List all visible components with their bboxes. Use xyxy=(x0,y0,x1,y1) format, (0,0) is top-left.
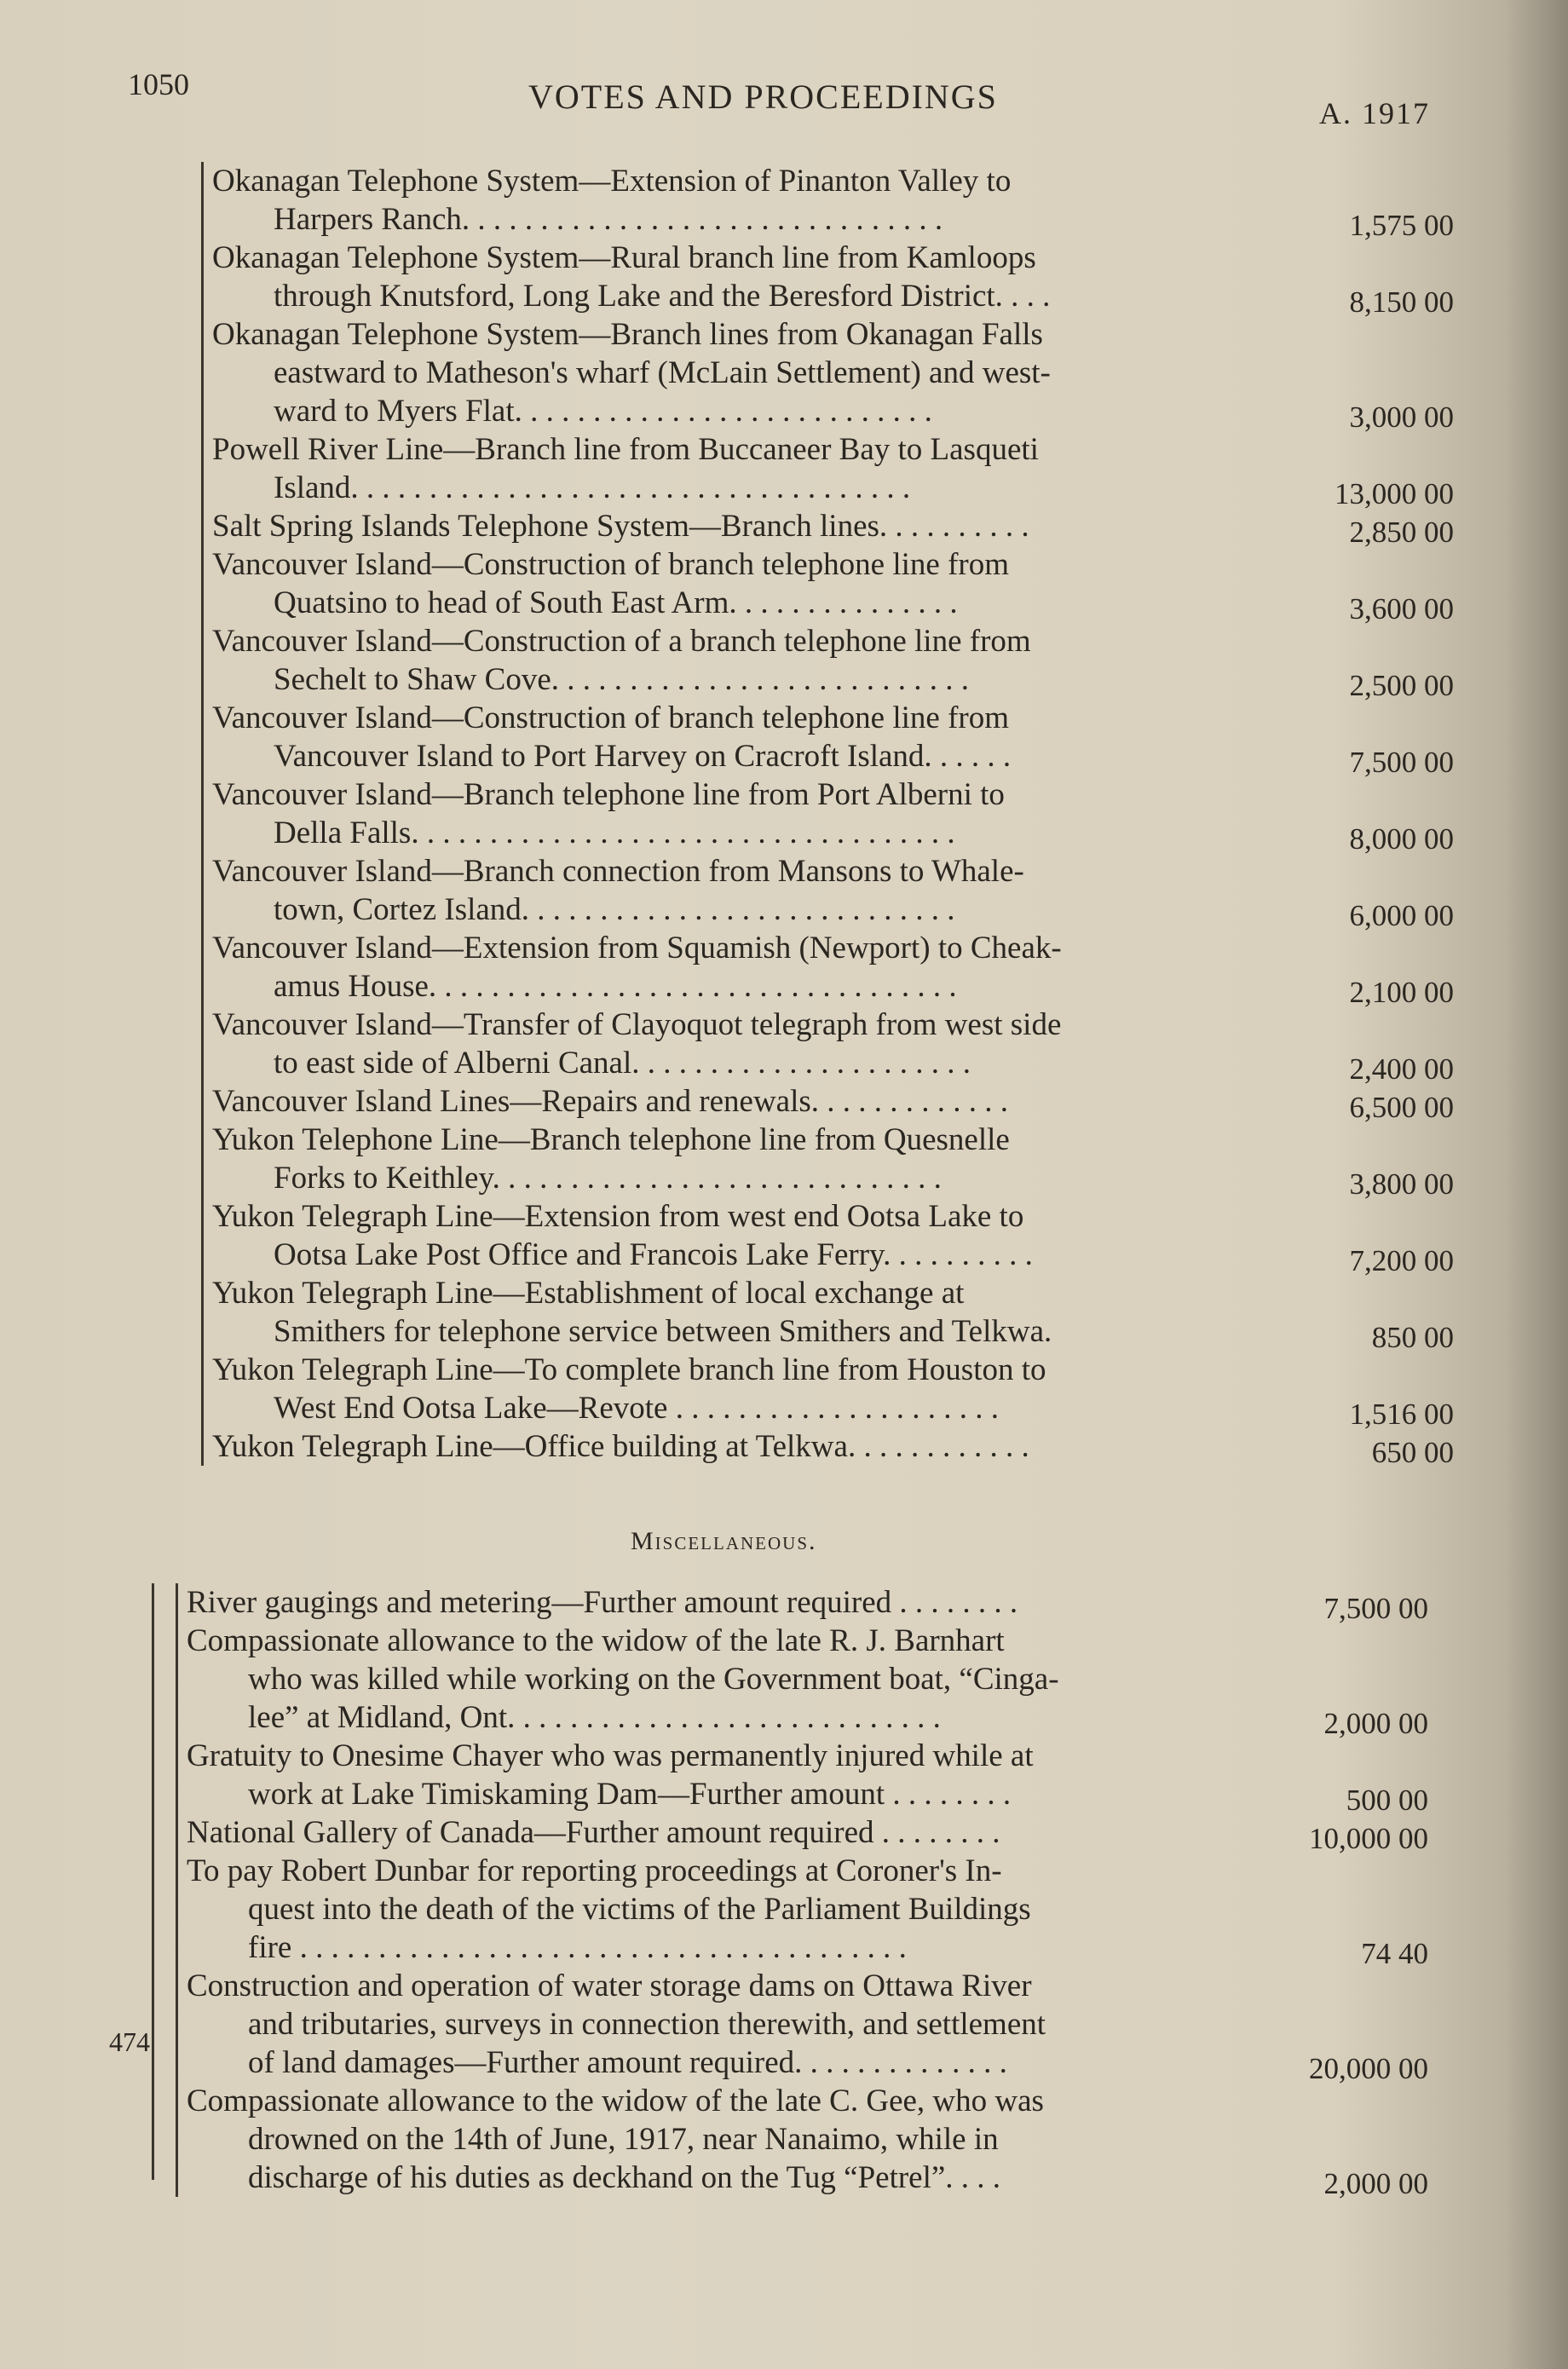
entry-amount: 500 00 xyxy=(1346,1784,1428,1817)
entry-line: Vancouver Island—Construction of branch telephone line from xyxy=(212,700,1010,735)
entry-line: Okanagan Telephone System—Rural branch line from Kamloops xyxy=(212,240,1036,275)
entry-line: Vancouver Island Lines—Repairs and renewals. . . . . . . . . . . . . xyxy=(212,1084,1009,1119)
entry-line: fire . . . . . . . . . . . . . . . . . . . . . . . . . . . . . . . . . . . . . . . xyxy=(248,1930,907,1965)
entry-line: through Knutsford, Long Lake and the Beresford District. . . . xyxy=(274,279,1051,314)
entry-line: National Gallery of Canada—Further amount required . . . . . . . . xyxy=(187,1815,1000,1850)
entry-description xyxy=(201,239,1243,315)
entry-line: quest into the death of the victims of the Parliament Buildings xyxy=(248,1892,1031,1927)
margin-reference: 474 xyxy=(109,2026,150,2057)
entry-line: Island. . . . . . . . . . . . . . . . . . . . . . . . . . . . . . . . . . . . xyxy=(274,470,911,505)
entry-amount: 850 00 xyxy=(1371,1321,1454,1354)
entry-line: Vancouver Island—Construction of branch telephone line from xyxy=(212,547,1010,582)
section-heading: Miscellaneous. xyxy=(631,1527,817,1555)
entry-line: discharge of his duties as deckhand on the Tug “Petrel”. . . . xyxy=(248,2160,1001,2195)
entry-description xyxy=(201,1082,1243,1121)
entry-line: Della Falls. . . . . . . . . . . . . . . . . . . . . . . . . . . . . . . . . . . xyxy=(274,816,955,850)
entry-line: Ootsa Lake Post Office and Francois Lake Ferry. . . . . . . . . . xyxy=(274,1237,1033,1272)
entry-line: Forks to Keithley. . . . . . . . . . . . . . . . . . . . . . . . . . . . . xyxy=(274,1161,942,1196)
entry-amount: 2,100 00 xyxy=(1349,976,1454,1009)
entry-line: Vancouver Island—Branch telephone line from Port Alberni to xyxy=(212,777,1005,812)
entry-line: River gaugings and metering—Further amount required . . . . . . . . xyxy=(187,1585,1018,1620)
entry-description xyxy=(201,162,1243,239)
entry-amount: 2,400 00 xyxy=(1349,1052,1454,1086)
entry-amount: 1,575 00 xyxy=(1349,209,1454,242)
entry-description xyxy=(201,929,1243,1006)
entry-description xyxy=(176,1622,1218,1737)
entry-line: To pay Robert Dunbar for reporting proceedings at Coroner's In- xyxy=(187,1853,1002,1888)
entry-amount: 6,000 00 xyxy=(1349,899,1454,932)
entry-description xyxy=(176,1737,1218,1813)
entry-line: Okanagan Telephone System—Extension of Pinanton Valley to xyxy=(212,164,1012,199)
entry-description xyxy=(201,430,1243,507)
entry-amount: 74 40 xyxy=(1361,1937,1428,1970)
entry-description xyxy=(201,545,1243,622)
entry-amount: 8,150 00 xyxy=(1349,285,1454,319)
entry-line: work at Lake Timiskaming Dam—Further amount . . . . . . . . xyxy=(248,1777,1012,1812)
entry-description xyxy=(201,622,1243,699)
entry-line: Vancouver Island—Extension from Squamish (Newport) to Cheak- xyxy=(212,931,1062,965)
entry-description xyxy=(176,1852,1218,1967)
entry-line: eastward to Matheson's wharf (McLain Settlement) and west- xyxy=(274,355,1051,390)
running-title: VOTES AND PROCEEDINGS xyxy=(528,78,998,116)
entry-line: Vancouver Island to Port Harvey on Cracroft Island. . . . . . xyxy=(274,739,1012,774)
entry-amount: 13,000 00 xyxy=(1335,477,1454,510)
entry-line: Smithers for telephone service between Smithers and Telkwa. xyxy=(274,1314,1052,1349)
entry-amount: 2,850 00 xyxy=(1349,516,1454,549)
entry-amount: 7,200 00 xyxy=(1349,1244,1454,1277)
entry-line: West End Ootsa Lake—Revote . . . . . . . . . . . . . . . . . . . . . xyxy=(274,1391,999,1426)
entry-line: ward to Myers Flat. . . . . . . . . . . . . . . . . . . . . . . . . . . xyxy=(274,394,932,429)
entry-line: Gratuity to Onesime Chayer who was permanently injured while at xyxy=(187,1738,1034,1773)
entry-line: drowned on the 14th of June, 1917, near Nanaimo, while in xyxy=(248,2122,999,2157)
entry-line: of land damages—Further amount required. . . . . . . . . . . . . . xyxy=(248,2045,1007,2080)
margin-brace xyxy=(152,1583,154,2180)
entry-line: Vancouver Island—Transfer of Clayoquot telegraph from west side xyxy=(212,1007,1062,1042)
entry-line: Sechelt to Shaw Cove. . . . . . . . . . . . . . . . . . . . . . . . . . . xyxy=(274,662,970,697)
entry-line: Vancouver Island—Construction of a branch telephone line from xyxy=(212,624,1031,659)
entry-line: Quatsino to head of South East Arm. . . . . . . . . . . . . . . xyxy=(274,585,958,620)
entry-line: Yukon Telegraph Line—Office building at Telkwa. . . . . . . . . . . . xyxy=(212,1429,1029,1464)
entry-amount: 1,516 00 xyxy=(1349,1398,1454,1431)
entry-line: to east side of Alberni Canal. . . . . . . . . . . . . . . . . . . . . . xyxy=(274,1046,971,1081)
entry-amount: 6,500 00 xyxy=(1349,1091,1454,1124)
entry-amount: 2,000 00 xyxy=(1323,2167,1428,2200)
entry-line: Okanagan Telephone System—Branch lines from Okanagan Falls xyxy=(212,317,1043,352)
entry-line: Yukon Telegraph Line—To complete branch line from Houston to xyxy=(212,1352,1046,1387)
entry-amount: 3,800 00 xyxy=(1349,1167,1454,1201)
entry-line: Compassionate allowance to the widow of the late R. J. Barnhart xyxy=(187,1623,1005,1658)
entry-description xyxy=(201,315,1243,430)
entry-amount: 7,500 00 xyxy=(1323,1592,1428,1625)
entry-line: Compassionate allowance to the widow of the late C. Gee, who was xyxy=(187,2084,1044,2118)
entry-line: Yukon Telegraph Line—Establishment of local exchange at xyxy=(212,1276,965,1311)
entry-description xyxy=(201,1351,1243,1427)
entry-amount: 3,000 00 xyxy=(1349,401,1454,434)
entry-description xyxy=(201,507,1243,545)
entry-amount: 10,000 00 xyxy=(1309,1822,1428,1855)
entry-description xyxy=(201,1197,1243,1274)
entry-description xyxy=(201,699,1243,775)
entry-amount: 650 00 xyxy=(1371,1436,1454,1469)
entry-description xyxy=(201,1006,1243,1082)
entry-amount: 20,000 00 xyxy=(1309,2052,1428,2085)
entry-amount: 7,500 00 xyxy=(1349,746,1454,779)
entry-line: amus House. . . . . . . . . . . . . . . . . . . . . . . . . . . . . . . . . . xyxy=(274,969,957,1004)
entry-line: town, Cortez Island. . . . . . . . . . . . . . . . . . . . . . . . . . . . xyxy=(274,892,955,927)
entry-description xyxy=(176,1813,1218,1852)
entry-description xyxy=(176,1967,1218,2082)
entry-line: lee” at Midland, Ont. . . . . . . . . . . . . . . . . . . . . . . . . . . . xyxy=(248,1700,941,1735)
entry-description xyxy=(201,1427,1243,1466)
entry-line: Harpers Ranch. . . . . . . . . . . . . . . . . . . . . . . . . . . . . . . xyxy=(274,202,943,237)
entry-description xyxy=(201,1274,1243,1351)
entry-description xyxy=(201,1121,1243,1197)
entry-description xyxy=(176,1583,1218,1622)
entry-amount: 8,000 00 xyxy=(1349,822,1454,856)
year-label: A. 1917 xyxy=(1319,96,1430,130)
entry-description xyxy=(201,775,1243,852)
entry-line: Yukon Telegraph Line—Extension from west end Ootsa Lake to xyxy=(212,1199,1024,1234)
entry-line: Construction and operation of water storage dams on Ottawa River xyxy=(187,1968,1032,2003)
entry-line: Salt Spring Islands Telephone System—Branch lines. . . . . . . . . . xyxy=(212,509,1029,544)
entry-amount: 2,000 00 xyxy=(1323,1707,1428,1740)
entry-description xyxy=(201,852,1243,929)
page-number: 1050 xyxy=(128,67,189,101)
entry-amount: 3,600 00 xyxy=(1349,592,1454,625)
entry-line: Powell River Line—Branch line from Buccaneer Bay to Lasqueti xyxy=(212,432,1039,467)
entry-amount: 2,500 00 xyxy=(1349,669,1454,702)
entry-description xyxy=(176,2082,1218,2197)
entry-line: and tributaries, surveys in connection therewith, and settlement xyxy=(248,2007,1046,2042)
entry-line: Vancouver Island—Branch connection from Mansons to Whale- xyxy=(212,854,1024,889)
entry-line: Yukon Telephone Line—Branch telephone line from Quesnelle xyxy=(212,1122,1010,1157)
entry-line: who was killed while working on the Government boat, “Cinga- xyxy=(248,1662,1059,1697)
